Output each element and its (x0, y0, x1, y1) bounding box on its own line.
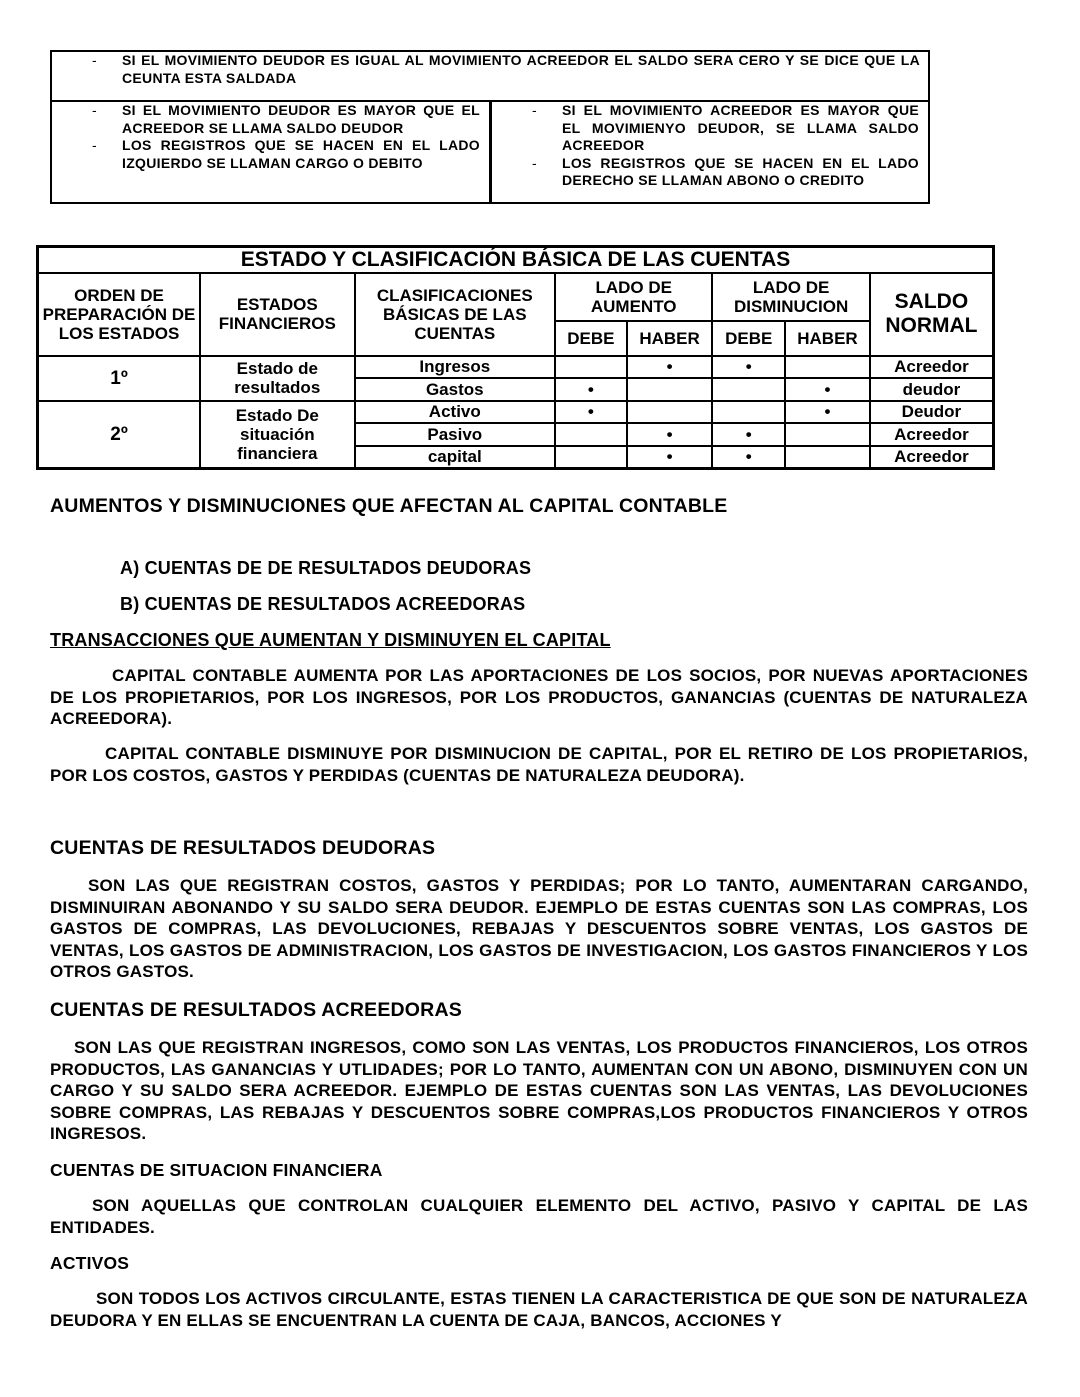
rule-text: SI EL MOVIMIENTO DEUDOR ES MAYOR QUE EL ACREEDOR SE LLAMA SALDO DEUDOR (122, 102, 480, 136)
rule-text: SI EL MOVIMIENTO DEUDOR ES IGUAL AL MOVIMIENTO ACREEDOR EL SALDO SERA CERO Y SE DICE QUE LA CEUNTA ESTA SALDADA (122, 52, 920, 86)
divider (489, 100, 492, 204)
header-disminucion: LADO DE DISMINUCION (712, 273, 869, 321)
bullet-dash: - (92, 137, 97, 153)
mark-cell-aum-haber (627, 401, 713, 424)
mark-cell-aum-debe: • (555, 378, 627, 401)
estado-cell: Estado de resultados (200, 356, 355, 401)
mark-cell-aum-debe: • (555, 401, 627, 424)
mark-cell-dis-debe: • (712, 423, 785, 446)
mark-cell-aum-haber: • (627, 423, 713, 446)
rule-text: SI EL MOVIMIENTO ACREEDOR ES MAYOR QUE EL MOVIMIENYO DEUDOR, SE LLAMA SALDO ACREEDOR (562, 102, 919, 153)
table-title: ESTADO Y CLASIFICACIÓN BÁSICA DE LAS CUENTAS (38, 247, 994, 273)
header-clasificaciones: CLASIFICACIONES BÁSICAS DE LAS CUENTAS (355, 273, 555, 356)
item-a: A) CUENTAS DE DE RESULTADOS DEUDORAS (120, 558, 532, 578)
cuenta-cell: Gastos (355, 378, 555, 401)
heading-aumentos: AUMENTOS Y DISMINUCIONES QUE AFECTAN AL CAPITAL CONTABLE (50, 495, 728, 517)
table-row (38, 401, 994, 424)
saldo-cell: Acreedor (870, 356, 994, 379)
rules-right (532, 102, 919, 190)
header-aumento: LADO DE AUMENTO (555, 273, 712, 321)
saldo-cell: deudor (870, 378, 994, 401)
mark-cell-dis-debe: • (712, 356, 785, 379)
heading-transacciones: TRANSACCIONES QUE AUMENTAN Y DISMINUYEN EL CAPITAL (50, 630, 611, 650)
mark-cell-aum-haber (627, 378, 713, 401)
mark-cell-aum-debe (555, 423, 627, 446)
cuenta-cell: Ingresos (355, 356, 555, 379)
heading-situacion: CUENTAS DE SITUACION FINANCIERA (50, 1160, 383, 1180)
estado-cell: Estado De situación financiera (200, 401, 355, 469)
saldo-cell: Acreedor (870, 446, 994, 469)
rules-left (92, 102, 480, 172)
mark-cell-dis-haber: • (785, 401, 870, 424)
table-row (38, 356, 994, 379)
orden-cell: 2º (38, 401, 201, 469)
rule-balanced (92, 52, 920, 87)
bullet-dash: - (92, 102, 97, 118)
para-disminuye: CAPITAL CONTABLE DISMINUYE POR DISMINUCION DE CAPITAL, POR EL RETIRO DE LOS PROPIETARIOS, POR LOS COSTOS, GASTOS Y PERDIDAS (CUENTAS DE NATURALEZA DEUDORA). (50, 744, 1028, 785)
para-activos: SON TODOS LOS ACTIVOS CIRCULANTE, ESTAS TIENEN LA CARACTERISTICA DE QUE SON DE NATURALEZA DEUDORA Y EN ELLAS SE ENCUENTRAN LA CUENTA DE CAJA, BANCOS, ACCIONES Y (50, 1289, 1028, 1330)
cuenta-cell: capital (355, 446, 555, 469)
rule-text: LOS REGISTROS QUE SE HACEN EN EL LADO DERECHO SE LLAMAN ABONO O CREDITO (562, 154, 919, 188)
bullet-dash: - (92, 52, 97, 68)
mark-cell-dis-debe (712, 401, 785, 424)
header-saldo: SALDO NORMAL (870, 273, 994, 356)
cuenta-cell: Activo (355, 401, 555, 424)
rule-text: LOS REGISTROS QUE SE HACEN EN EL LADO IZQUIERDO SE LLAMAN CARGO O DEBITO (122, 137, 480, 171)
heading-activos: ACTIVOS (50, 1253, 130, 1273)
bullet-dash: - (532, 102, 537, 118)
header-orden: ORDEN DE PREPARACIÓN DE LOS ESTADOS (38, 273, 201, 356)
header-debe: DEBE (555, 321, 627, 356)
header-haber: HABER (627, 321, 713, 356)
mark-cell-aum-haber: • (627, 356, 713, 379)
accounts-table (36, 245, 995, 470)
header-debe: DEBE (712, 321, 785, 356)
mark-cell-aum-haber: • (627, 446, 713, 469)
heading-acreedoras: CUENTAS DE RESULTADOS ACREEDORAS (50, 999, 462, 1021)
item-b: B) CUENTAS DE RESULTADOS ACREEDORAS (120, 594, 526, 614)
para-deudoras: SON LAS QUE REGISTRAN COSTOS, GASTOS Y PERDIDAS; POR LO TANTO, AUMENTARAN CARGANDO, DISMINUIRAN ABONANDO Y SU SALDO SERA DEUDOR. EJEMPLO DE ESTAS CUENTAS SON LAS COMPRAS, LOS GASTOS DE COMPRAS, LAS DEVOLUCIONES, REBAJAS Y DESCUENTOS SOBRE VENTAS, LOS GASTOS DE VENTAS, LOS GASTOS DE ADMINISTRACION, LOS GASTOS DE INVESTIGACION, LOS GASTOS FINANCIEROS Y LOS OTROS GASTOS. (50, 876, 1028, 981)
mark-cell-dis-haber (785, 356, 870, 379)
mark-cell-dis-debe (712, 378, 785, 401)
heading-deudoras: CUENTAS DE RESULTADOS DEUDORAS (50, 837, 436, 859)
saldo-cell: Acreedor (870, 423, 994, 446)
cuenta-cell: Pasivo (355, 423, 555, 446)
orden-cell: 1º (38, 356, 201, 401)
para-aumenta: CAPITAL CONTABLE AUMENTA POR LAS APORTACIONES DE LOS SOCIOS, POR NUEVAS APORTACIONES DE LOS PROPIETARIOS, POR LOS INGRESOS, POR LOS PRODUCTOS, GANANCIAS (CUENTAS DE NATURALEZA ACREEDORA). (50, 666, 1028, 728)
mark-cell-dis-debe: • (712, 446, 785, 469)
saldo-cell: Deudor (870, 401, 994, 424)
mark-cell-dis-haber (785, 446, 870, 469)
para-acreedoras: SON LAS QUE REGISTRAN INGRESOS, COMO SON LAS VENTAS, LOS PRODUCTOS FINANCIEROS, LOS OTROS PRODUCTOS, LAS GANANCIAS Y UTLIDADES; POR LO TANTO, AUMENTAN CON UN ABONO, DISMINUYEN CON UN CARGO Y SU SALDO SERA ACREEDOR. EJEMPLO DE ESTAS CUENTAS SON LAS VENTAS, LAS DEVOLUCIONES SOBRE COMPRAS, LAS REBAJAS Y DESCUENTOS SOBRE COMPRAS,LOS PRODUCTOS FINANCIEROS Y OTROS INGRESOS. (50, 1038, 1028, 1143)
mark-cell-aum-debe (555, 446, 627, 469)
mark-cell-dis-haber: • (785, 378, 870, 401)
header-haber: HABER (785, 321, 870, 356)
mark-cell-aum-debe (555, 356, 627, 379)
header-estados: ESTADOS FINANCIEROS (200, 273, 355, 356)
bullet-dash: - (532, 154, 537, 171)
mark-cell-dis-haber (785, 423, 870, 446)
para-situacion: SON AQUELLAS QUE CONTROLAN CUALQUIER ELEMENTO DEL ACTIVO, PASIVO Y CAPITAL DE LAS ENTIDADES. (50, 1196, 1028, 1237)
